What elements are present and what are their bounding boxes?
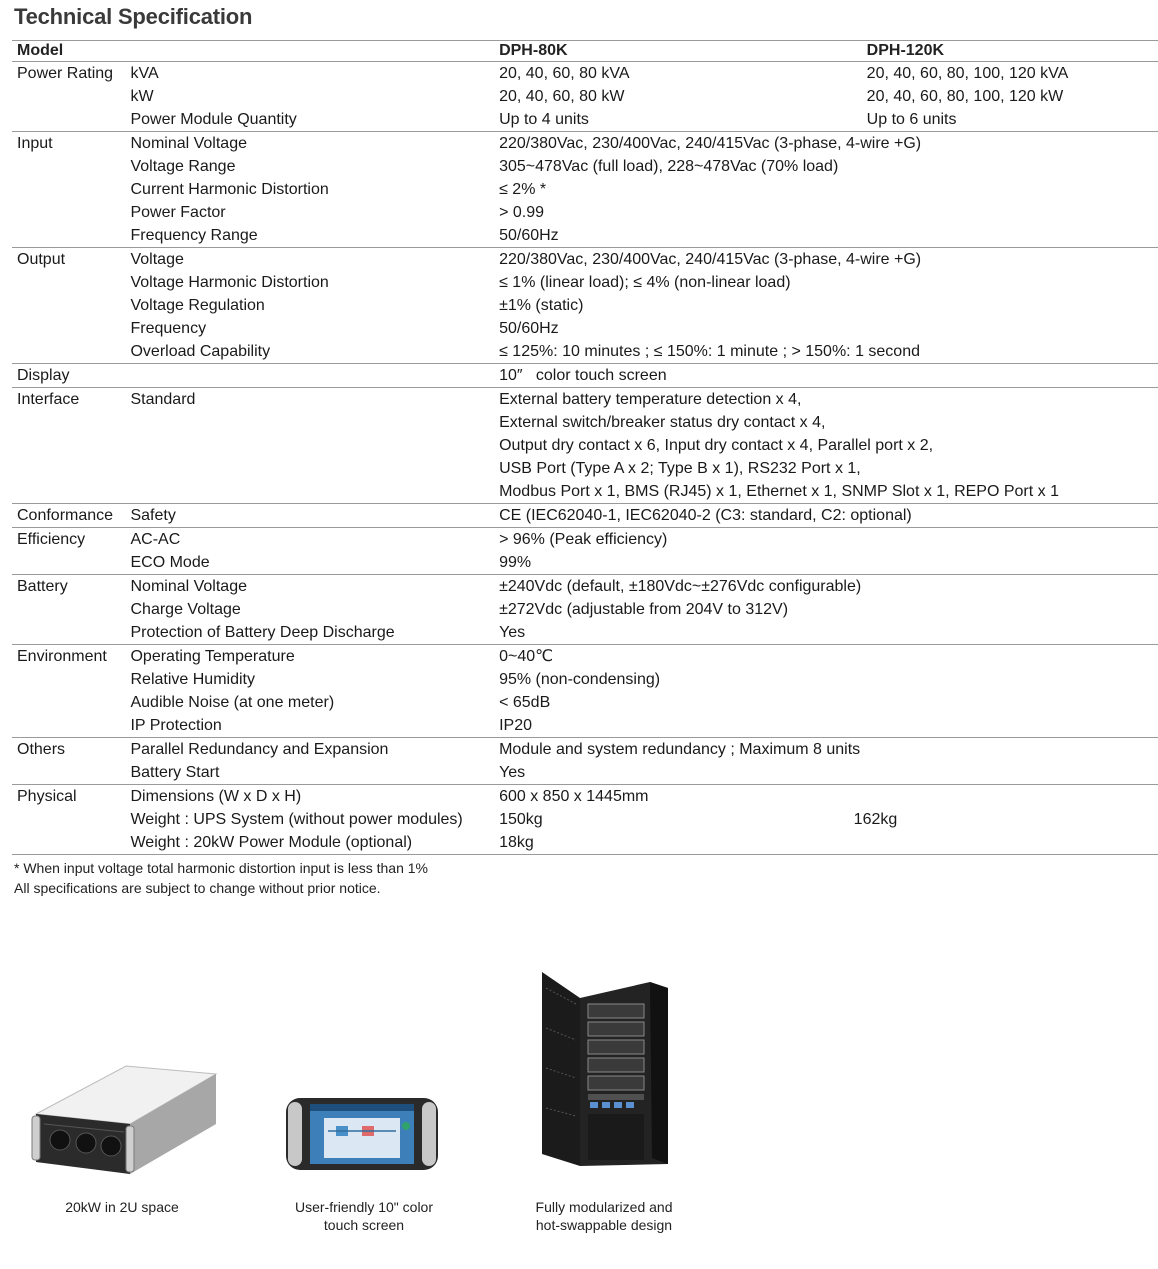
table-row (12, 178, 1158, 201)
interface-line: Output dry contact x 6, Input dry contact x 4, Parallel port x 2, (499, 437, 934, 454)
group-label: Physical (17, 788, 77, 805)
group-label: Display (17, 367, 70, 384)
group-input (12, 132, 1158, 248)
group-physical (12, 785, 1158, 855)
param-label: Nominal Voltage (130, 578, 247, 595)
param-label: Weight : 20kW Power Module (optional) (130, 834, 413, 851)
value: Yes (499, 764, 526, 781)
value-dph-120k: 162kg (853, 811, 898, 828)
param-label: Current Harmonic Distortion (130, 181, 329, 198)
value: > 0.99 (499, 204, 545, 221)
value: 305~478Vac (full load), 228~478Vac (70% load) (499, 158, 839, 175)
value: 99% (499, 554, 532, 571)
param-label: Nominal Voltage (130, 135, 247, 152)
value-dph-80k: 150kg (499, 811, 543, 828)
value: 18kg (499, 834, 534, 851)
footnote-notice: All specifications are subject to change without prior notice. (14, 880, 381, 896)
group-interface (12, 388, 1158, 504)
value: ±240Vdc (default, ±180Vdc~±276Vdc configurable) (499, 578, 862, 595)
group-label: Power Rating (17, 65, 114, 82)
product-touch-screen (264, 1198, 464, 1234)
param-label: Dimensions (W x D x H) (130, 788, 302, 805)
product-cabinet (504, 1198, 704, 1234)
value: IP20 (499, 717, 532, 734)
group-efficiency (12, 528, 1158, 575)
table-row (12, 85, 1158, 108)
param-label: AC-AC (130, 531, 181, 548)
table-row (12, 575, 1158, 599)
value: ±272Vdc (adjustable from 204V to 312V) (499, 601, 789, 618)
group-label: Output (17, 251, 66, 268)
param-label: Battery Start (130, 764, 220, 781)
value: 220/380Vac, 230/400Vac, 240/415Vac (3-phase, 4-wire +G) (499, 135, 922, 152)
value: ≤ 1% (linear load); ≤ 4% (non-linear load) (499, 274, 791, 291)
param-label: Parallel Redundancy and Expansion (130, 741, 389, 758)
interface-line: External battery temperature detection x 4, (499, 391, 802, 408)
param-label: Safety (130, 507, 176, 524)
param-label: Frequency Range (130, 227, 258, 244)
table-row (12, 340, 1158, 364)
table-row (12, 317, 1158, 340)
table-header-row (12, 41, 1158, 62)
interface-line: External switch/breaker status dry contact x 4, (499, 414, 826, 431)
spec-table (12, 40, 1158, 855)
param-label: Power Module Quantity (130, 111, 297, 128)
value: Module and system redundancy ; Maximum 8 units (499, 741, 861, 758)
value-dph-80k: 20, 40, 60, 80 kVA (499, 65, 630, 82)
group-label: Others (17, 741, 66, 758)
group-label: Conformance (17, 507, 114, 524)
group-label: Efficiency (17, 531, 86, 548)
param-label: IP Protection (130, 717, 222, 734)
table-row (12, 294, 1158, 317)
table-row (12, 645, 1158, 669)
param-label: Power Factor (130, 204, 226, 221)
group-label: Battery (17, 578, 68, 595)
table-row (12, 621, 1158, 645)
product-power-module (22, 1198, 222, 1216)
table-row (12, 504, 1158, 528)
value-dph-120k: 20, 40, 60, 80, 100, 120 kW (866, 88, 1064, 105)
product-caption: User-friendly 10" color touch screen (294, 1199, 434, 1233)
page-title: Technical Specification (14, 4, 253, 29)
touch-screen-image (284, 1096, 440, 1172)
value (494, 388, 1158, 504)
value-dph-80k: 20, 40, 60, 80 kW (499, 88, 625, 105)
table-row (12, 528, 1158, 552)
value: ≤ 125%: 10 minutes ; ≤ 150%: 1 minute ; > 150%: 1 second (499, 343, 920, 360)
param-label (125, 364, 494, 388)
param-label: Protection of Battery Deep Discharge (130, 624, 395, 641)
table-row (12, 388, 1158, 504)
table-row (12, 761, 1158, 785)
table-row (12, 271, 1158, 294)
group-conformance (12, 504, 1158, 528)
table-row (12, 668, 1158, 691)
header-dph-80k: DPH-80K (494, 41, 862, 62)
table-row (12, 108, 1158, 132)
value-dph-80k: Up to 4 units (499, 111, 589, 128)
param-label: Voltage (130, 251, 184, 268)
value: 0~40℃ (499, 648, 554, 665)
param-label: Audible Noise (at one meter) (130, 694, 335, 711)
value: CE (IEC62040-1, IEC62040-2 (C3: standard, C2: optional) (499, 507, 912, 524)
value: 10″ color touch screen (499, 367, 667, 384)
value-dph-120k: 20, 40, 60, 80, 100, 120 kVA (866, 65, 1069, 82)
group-battery (12, 575, 1158, 645)
param-label: Operating Temperature (130, 648, 295, 665)
table-row (12, 62, 1158, 86)
table-row (12, 831, 1158, 855)
param-label: Relative Humidity (130, 671, 255, 688)
param-label: Charge Voltage (130, 601, 241, 618)
footnotes (14, 858, 428, 898)
value: Yes (499, 624, 526, 641)
param-label: kVA (130, 65, 159, 82)
group-label: Input (17, 135, 53, 152)
param-label: Overload Capability (130, 343, 271, 360)
param-label: Voltage Regulation (130, 297, 265, 314)
value: ≤ 2% * (499, 181, 547, 198)
group-label: Environment (17, 648, 107, 665)
group-environment (12, 645, 1158, 738)
param-label: Weight : UPS System (without power modules) (130, 811, 463, 828)
value: 50/60Hz (499, 320, 559, 337)
value: 50/60Hz (499, 227, 559, 244)
param-label: Standard (130, 391, 196, 408)
header-dph-120k: DPH-120K (862, 41, 1158, 62)
table-row (12, 598, 1158, 621)
value: > 96% (Peak efficiency) (499, 531, 668, 548)
table-row (12, 364, 1158, 388)
param-label: kW (130, 88, 154, 105)
value-dph-120k: Up to 6 units (866, 111, 957, 128)
table-row (12, 224, 1158, 248)
interface-line: Modbus Port x 1, BMS (RJ45) x 1, Ethernet x 1, SNMP Slot x 1, REPO Port x 1 (499, 483, 1059, 500)
group-power-rating (12, 62, 1158, 132)
value: 220/380Vac, 230/400Vac, 240/415Vac (3-phase, 4-wire +G) (499, 251, 922, 268)
header-model: Model (12, 41, 125, 62)
group-output (12, 248, 1158, 364)
value: ±1% (static) (499, 297, 584, 314)
value: < 65dB (499, 694, 551, 711)
product-caption: Fully modularized and hot-swappable design (535, 1199, 673, 1233)
table-row (12, 808, 1158, 831)
table-row (12, 248, 1158, 272)
table-row (12, 551, 1158, 575)
param-label: ECO Mode (130, 554, 210, 571)
cabinet-image (540, 968, 670, 1168)
value: 600 x 850 x 1445mm (499, 788, 649, 805)
param-label: Voltage Range (130, 158, 236, 175)
footnote-asterisk: * When input voltage total harmonic distortion input is less than 1% (14, 860, 429, 876)
product-caption: 20kW in 2U space (65, 1199, 179, 1215)
table-row (12, 201, 1158, 224)
table-row (12, 691, 1158, 714)
table-row (12, 132, 1158, 156)
value: 95% (non-condensing) (499, 671, 661, 688)
param-label: Voltage Harmonic Distortion (130, 274, 329, 291)
table-row (12, 714, 1158, 738)
group-label: Interface (17, 391, 80, 408)
table-row (12, 738, 1158, 762)
param-label: Frequency (130, 320, 207, 337)
group-display (12, 364, 1158, 388)
table-row (12, 155, 1158, 178)
group-others (12, 738, 1158, 785)
interface-line: USB Port (Type A x 2; Type B x 1), RS232 Port x 1, (499, 460, 861, 477)
table-row (12, 785, 1158, 809)
power-module-image (30, 1062, 220, 1180)
